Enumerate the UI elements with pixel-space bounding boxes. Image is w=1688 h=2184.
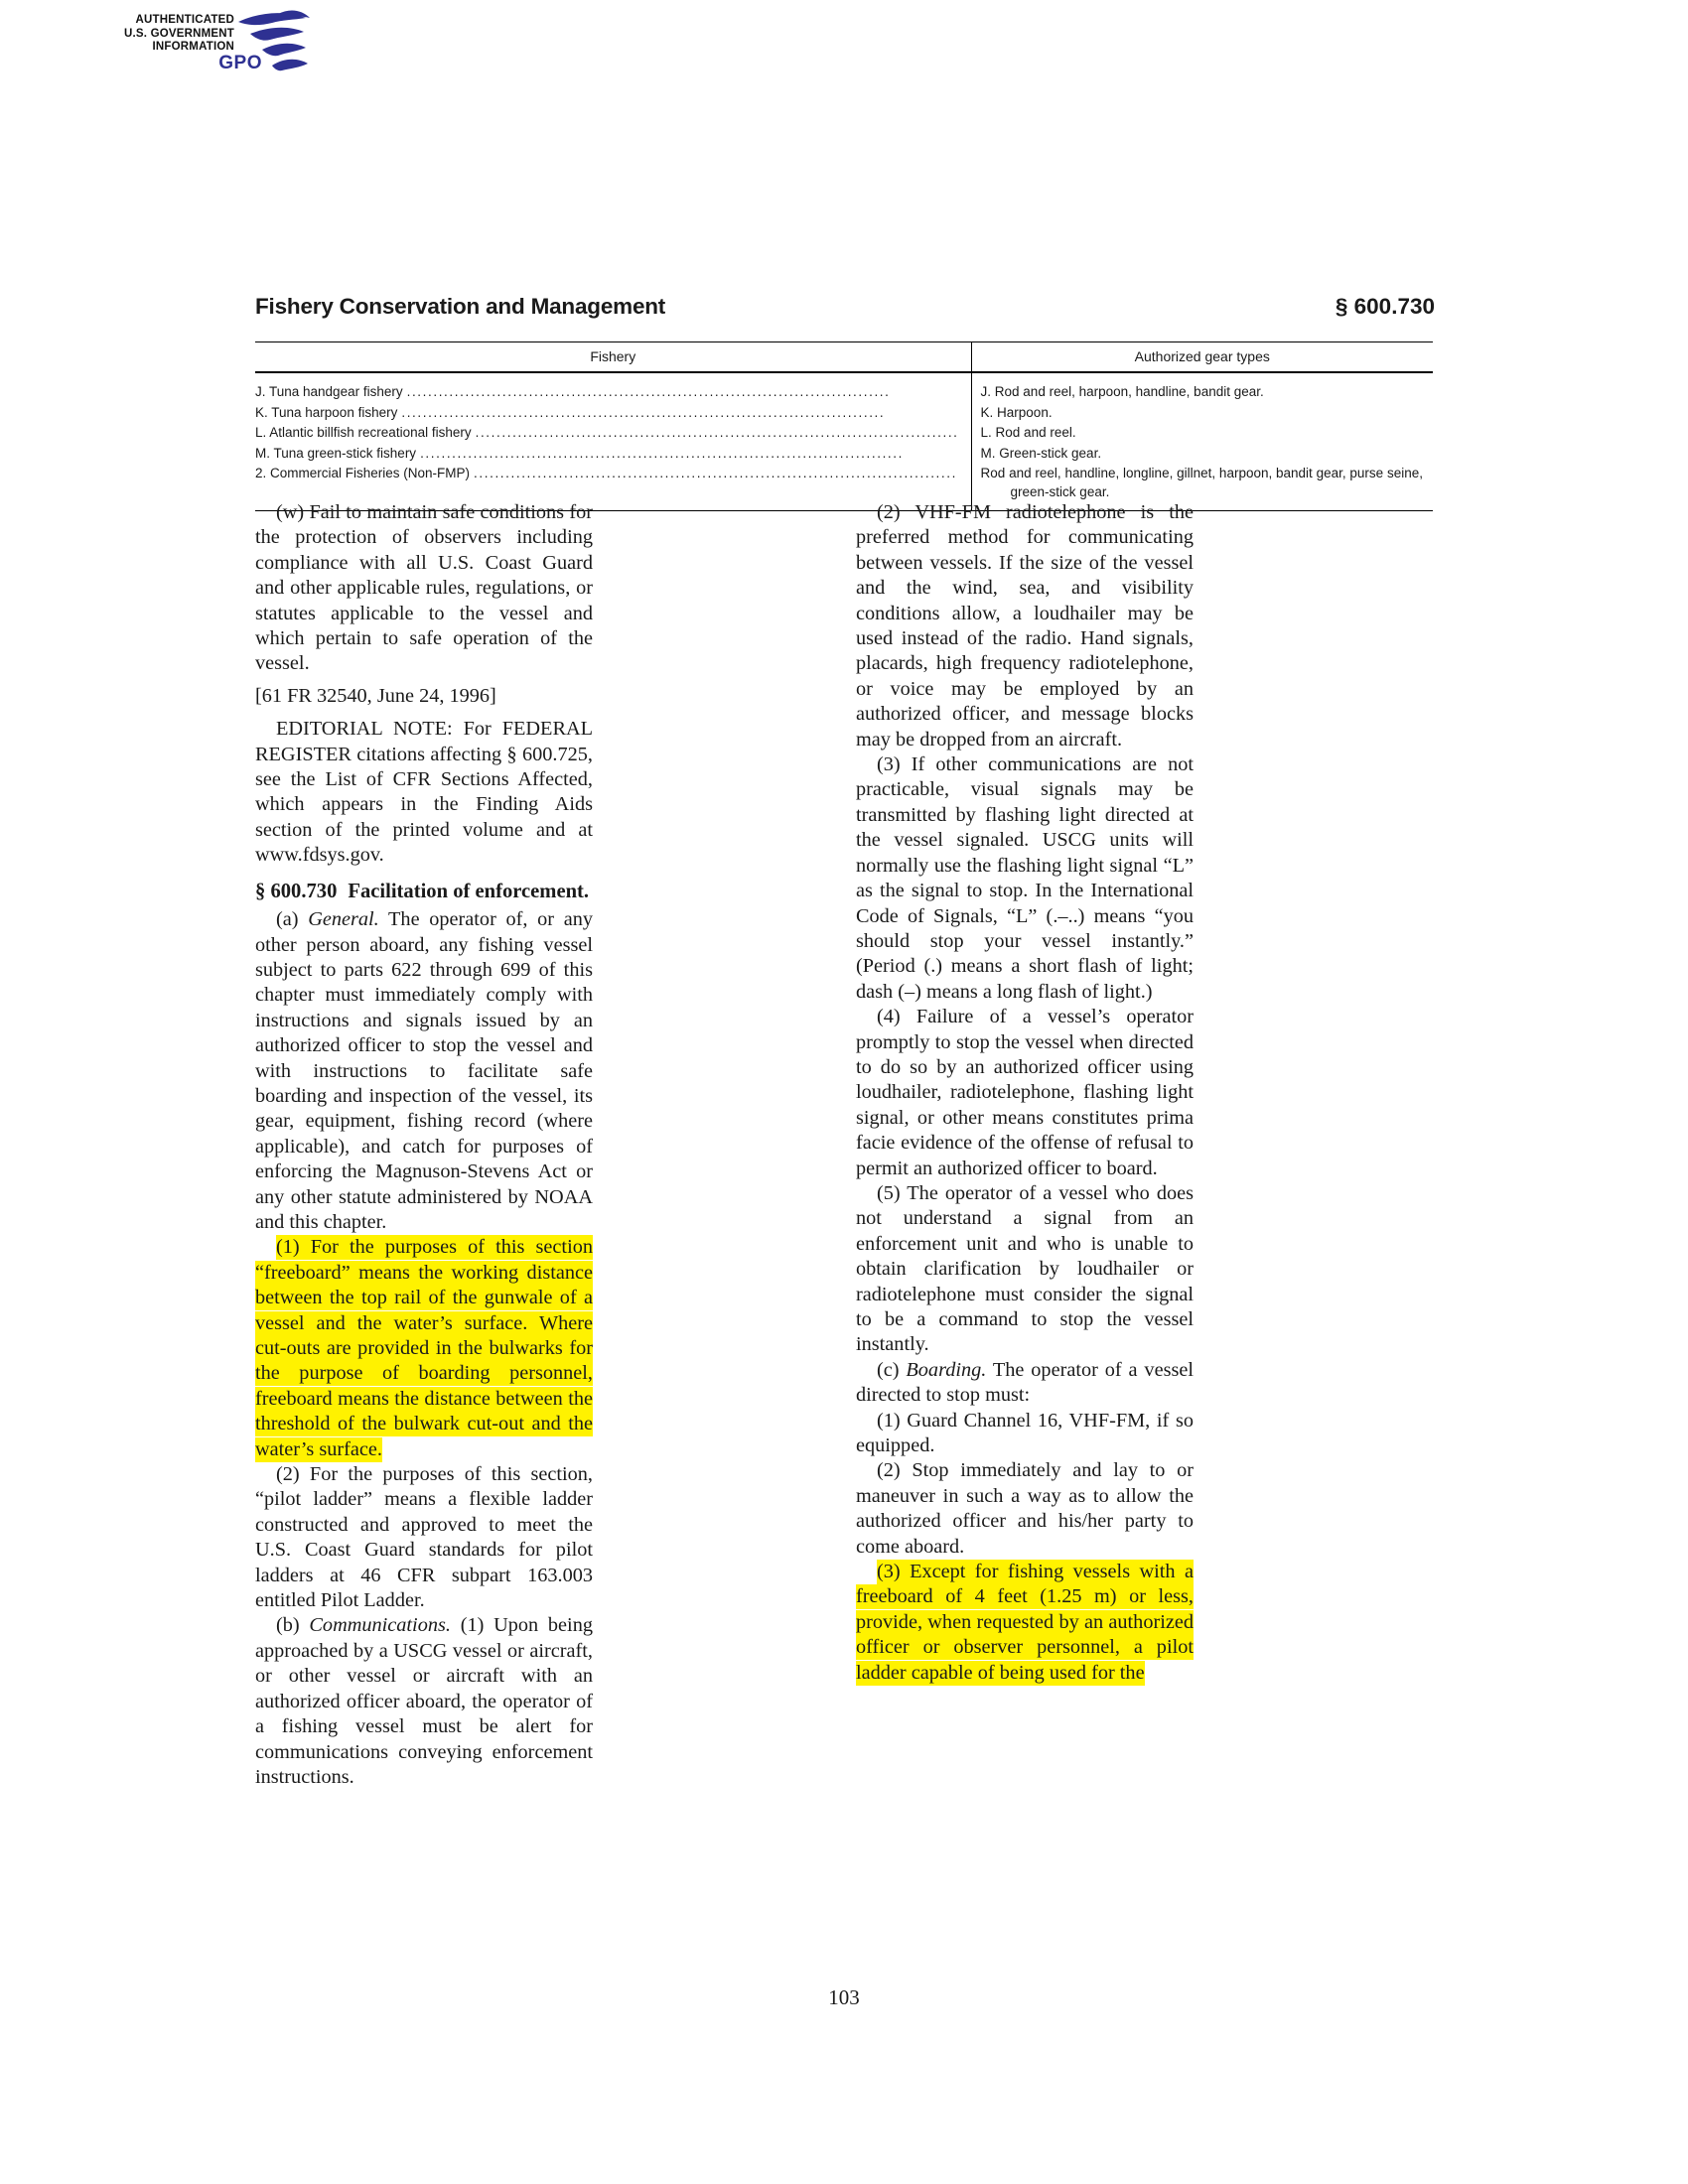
cell-gear bbox=[971, 423, 1433, 444]
seal-line-1: AUTHENTICATED bbox=[135, 14, 234, 26]
body-columns bbox=[253, 500, 1435, 1788]
page-number: 103 bbox=[828, 1985, 860, 2009]
editorial-note-body: citations affecting § 600.725, see the List of CFR Sections Affected, which appears in the Finding Aids section of the printed volume and at www.fdsys.gov. bbox=[255, 743, 593, 867]
section-heading-title: Facilitation of enforcement. bbox=[348, 880, 590, 902]
gear-label: K. Harpoon. bbox=[980, 404, 1053, 420]
editorial-note-lead: For bbox=[463, 718, 492, 741]
cell-fishery bbox=[255, 372, 971, 403]
paragraph-b5: (5) The operator of a vessel who does not understand a signal from an enforcement unit and who is unable to obtain clarification by loudhailer or radiotelephone must consider the signal to be a command to stop the vessel instantly. bbox=[856, 1181, 1194, 1356]
highlight-span: (1) For the purposes of this section “freeboard” means the working distance between the top rail of the gunwale of a vessel and the water’s surface. Where cut-outs are provided in the bulwarks for the purpose of boarding personnel, freeboard means the distance between the threshold of the bulwark cut-out and the water’s surface. bbox=[255, 1236, 593, 1460]
table-row bbox=[255, 372, 1433, 403]
seal-line-2: U.S. GOVERNMENT bbox=[124, 27, 234, 40]
highlight-span: (3) Except for fishing vessels with a freeboard of 4 feet (1.25 m) or less, provide, when requested by an authorized officer or observer personnel, a pilot ladder capable of being used for the bbox=[856, 1561, 1194, 1684]
paragraph-c-italic-lead: Boarding. bbox=[906, 1358, 987, 1381]
paragraph-a1-highlighted bbox=[255, 1235, 593, 1462]
paragraph-b bbox=[255, 1613, 593, 1790]
leader-dots: ........................................................................................... bbox=[406, 384, 891, 399]
editorial-note-label: EDITORIAL NOTE: bbox=[276, 718, 453, 741]
paragraph-b2: (2) VHF-FM radiotelephone is the preferred method for communicating between vessels. If the size of the vessel and the wind, sea, and visibility conditions allow, a loudhailer may be used instead of the radio. Hand signals, placards, high frequency radiotelephone, or voice may be employed by an authorized officer, and message blocks may be dropped from an aircraft. bbox=[856, 501, 1194, 751]
section-heading-number: § 600.730 bbox=[255, 880, 338, 902]
leader-dots: ........................................................................................... bbox=[475, 425, 959, 440]
cell-gear bbox=[971, 403, 1433, 424]
paragraph-a-italic-lead: General. bbox=[308, 908, 379, 931]
column-header-fishery: Fishery bbox=[255, 342, 971, 373]
paragraph-a-body: The operator of, or any other person aboard, any fishing vessel subject to parts 622 through 699 of this chapter must immediately comply with instructions and signals issued by an authorized officer to stop the vessel and with instructions to facilitate safe boarding and inspection of the vessel, its gear, equipment, fishing record (where applicable), and catch for purposes of enforcing the Magnuson-Stevens Act or any other statute administered by NOAA and this chapter. bbox=[255, 908, 593, 1233]
authorized-gear-table bbox=[255, 341, 1433, 511]
table-row bbox=[255, 423, 1433, 444]
table-body bbox=[255, 372, 1433, 511]
column-right bbox=[856, 500, 1194, 1686]
paragraph-c-label: (c) bbox=[877, 1358, 900, 1381]
paragraph-b3: (3) If other communications are not practicable, visual signals may be transmitted by flashing light directed at the vessel signaled. USCG units will normally use the flashing light signal “L” as the signal to stop. In the International Code of Signals, “L” (.–..) means “you should stop your vessel instantly.” (Period (.) means a short flash of light; dash (–) means a long flash of light.) bbox=[856, 753, 1194, 1003]
column-left bbox=[255, 500, 593, 1790]
gpo-authentication-seal bbox=[83, 6, 312, 75]
paragraph-c2: (2) Stop immediately and lay to or maneuver in such a way as to allow the authorized officer and his/her party to come aboard. bbox=[856, 1459, 1194, 1558]
leader-dots: ........................................................................................... bbox=[474, 466, 957, 480]
leader-dots: ........................................................................................... bbox=[401, 404, 886, 420]
page-title: Fishery Conservation and Management bbox=[255, 294, 666, 319]
gear-label: L. Rod and reel. bbox=[980, 425, 1076, 440]
table-row bbox=[255, 403, 1433, 424]
paragraph-c3-highlighted bbox=[856, 1560, 1194, 1686]
editorial-note bbox=[255, 717, 593, 868]
federal-register-label: FEDERAL REGISTER bbox=[255, 718, 593, 765]
paragraph-c1: (1) Guard Channel 16, VHF-FM, if so equipped. bbox=[856, 1409, 1194, 1457]
table-header-row bbox=[255, 342, 1433, 373]
paragraph-a2: (2) For the purposes of this section, “pilot ladder” means a flexible ladder constructed and approved to meet the U.S. Coast Guard standards for pilot ladders at 46 CFR subpart 163.003 entitled Pilot Ladder. bbox=[255, 1463, 593, 1612]
paragraph-b4: (4) Failure of a vessel’s operator promptly to stop the vessel when directed to do so by an authorized officer using loudhailer, radiotelephone, flashing light signal, or other means constitutes prima facie evidence of the offense of refusal to permit an authorized officer to board. bbox=[856, 1006, 1194, 1179]
table-header bbox=[255, 342, 1433, 373]
fishery-label: J. Tuna handgear fishery bbox=[255, 384, 403, 399]
table-row bbox=[255, 444, 1433, 465]
paragraph-a bbox=[255, 907, 593, 1235]
fishery-label: M. Tuna green-stick fishery bbox=[255, 445, 417, 461]
cell-gear bbox=[971, 444, 1433, 465]
cell-fishery bbox=[255, 444, 971, 465]
paragraph-w: (w) Fail to maintain safe conditions for the protection of observers including compliance with all U.S. Coast Guard and other applicable rules, regulations, or statutes applicable to the vessel and which pertain to safe operation of the vessel. bbox=[255, 501, 593, 675]
gpo-eagle-icon bbox=[228, 6, 312, 75]
gear-label: J. Rod and reel, harpoon, handline, bandit gear. bbox=[980, 384, 1264, 399]
gear-label: Rod and reel, handline, longline, gillnet, harpoon, bandit gear, purse seine, green-stick gear. bbox=[980, 466, 1423, 499]
cell-fishery bbox=[255, 423, 971, 444]
fishery-label: 2. Commercial Fisheries (Non-FMP) bbox=[255, 466, 471, 480]
leader-dots: ........................................................................................... bbox=[420, 445, 904, 461]
fishery-label: L. Atlantic billfish recreational fishery bbox=[255, 425, 472, 440]
column-header-gear: Authorized gear types bbox=[971, 342, 1433, 373]
gear-label: M. Green-stick gear. bbox=[980, 445, 1102, 461]
page-content bbox=[253, 294, 1435, 1788]
cell-gear bbox=[971, 372, 1433, 403]
paragraph-c bbox=[856, 1358, 1194, 1409]
seal-gpo-label: GPO bbox=[218, 53, 262, 73]
paragraph-b-body: (1) Upon being approached by a USCG vessel or aircraft, or other vessel or aircraft with an authorized officer aboard, the operator of a fishing vessel must be alert for communications conveying enforcement instructions. bbox=[255, 1614, 593, 1788]
fishery-label: K. Tuna harpoon fishery bbox=[255, 404, 398, 420]
section-heading bbox=[255, 880, 593, 904]
paragraph-c-body: The operator of a vessel directed to stop must: bbox=[856, 1358, 1194, 1407]
seal-line-3: INFORMATION bbox=[152, 41, 234, 53]
seal-text-block bbox=[83, 14, 234, 55]
cell-fishery bbox=[255, 403, 971, 424]
running-head bbox=[253, 294, 1435, 334]
fr-citation: [61 FR 32540, June 24, 1996] bbox=[255, 684, 496, 707]
section-reference: § 600.730 bbox=[1335, 294, 1435, 319]
paragraph-b-italic-lead: Communications. bbox=[309, 1614, 451, 1637]
paragraph-a-label: (a) bbox=[276, 908, 299, 931]
paragraph-b-label: (b) bbox=[276, 1614, 300, 1637]
